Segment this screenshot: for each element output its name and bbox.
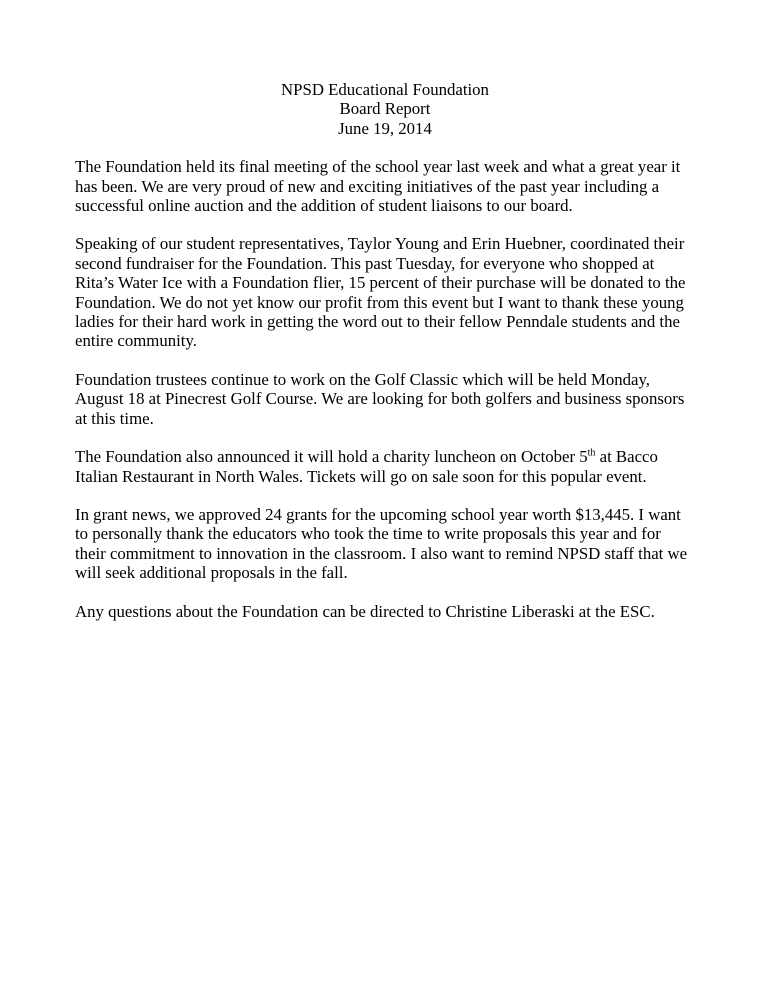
organization-name: NPSD Educational Foundation (281, 80, 489, 99)
report-header (75, 80, 695, 138)
paragraph-student-fundraiser: Speaking of our student representatives, Taylor Young and Erin Huebner, coordinated their second fundraiser for the Foundation. This past Tuesday, for everyone who shopped at Rita’s Water Ice with a Foundation flier, 15 percent of their purchase will be donated to the Foundation. We do not yet know our profit from this event but I want to thank these young ladies for their hard work in getting the word out to their fellow Penndale students and the entire community. (75, 234, 686, 351)
luncheon-text-end: at Bacco Italian Restaurant in North Wales. Tickets will go on sale soon for this popular event. (75, 447, 658, 486)
luncheon-text-start: The Foundation also announced it will hold a charity luncheon on October 5 (75, 447, 588, 467)
report-date: June 19, 2014 (338, 118, 432, 138)
ordinal-suffix: th (587, 447, 596, 459)
paragraph-golf-classic: Foundation trustees continue to work on the Golf Classic which will be held Monday, August 18 at Pinecrest Golf Course. We are looking for both golfers and business sponsors at this time. (75, 369, 685, 428)
report-title: Board Report (339, 99, 431, 119)
document-content (75, 80, 695, 621)
paragraph-grant-news: In grant news, we approved 24 grants for the upcoming school year worth $13,445. I want to personally thank the educators who took the time to write proposals this year and for their commitment to innovation in the classroom. I also want to remind NPSD staff that we will seek additional proposals in the fall. (75, 504, 688, 583)
paragraph-final-meeting: The Foundation held its final meeting of the school year last week and what a great year it has been. We are very proud of new and exciting initiatives of the past year including a successful online auction and the addition of student liaisons to our board. (75, 157, 681, 216)
paragraph-charity-luncheon (75, 447, 695, 486)
paragraph-contact: Any questions about the Foundation can be directed to Christine Liberaski at the ESC. (75, 601, 655, 621)
